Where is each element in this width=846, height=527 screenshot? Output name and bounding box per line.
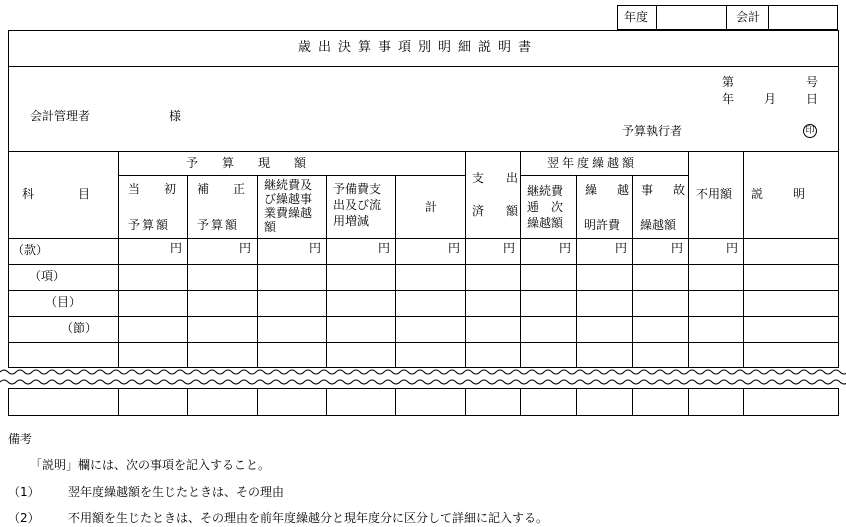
manager-label: 会計管理者 — [30, 109, 91, 123]
col-setsumei: 説 明 — [751, 187, 808, 201]
col-shishutsu-top: 支 出 — [472, 171, 524, 185]
yen-unit: 円 — [448, 241, 461, 255]
col-keizoku-4: 額 — [264, 220, 277, 234]
col-kurikoshi-top: 繰 越 — [585, 183, 634, 197]
date-hi: 日 — [806, 92, 819, 106]
notes-heading: 備考 — [8, 432, 33, 446]
col-keizoku-2: び繰越事 — [264, 192, 313, 206]
col-touso-top: 当 初 — [128, 182, 183, 196]
col-yokunendo: 翌年度繰越額 — [547, 156, 638, 170]
row-kou: （項） — [29, 269, 66, 283]
col-yobi-1: 予備費支 — [333, 182, 382, 196]
row-setsu: （節） — [61, 321, 98, 335]
date-tsuki: 月 — [764, 92, 777, 106]
col-hosei-top: 補 正 — [197, 182, 252, 196]
yen-unit: 円 — [615, 241, 628, 255]
yen-unit: 円 — [726, 241, 739, 255]
col-jiko-top: 事 故 — [641, 183, 690, 197]
seal-mark: 印 — [803, 124, 817, 138]
yen-unit: 円 — [503, 241, 516, 255]
yen-unit: 円 — [239, 241, 252, 255]
col-yosan-gengaku: 予 算 現 額 — [186, 156, 307, 170]
notes-item-number: （1） — [8, 485, 40, 499]
col-keizoku2-1: 継続費 — [527, 184, 564, 198]
col-jiko-bottom: 繰越額 — [640, 218, 677, 232]
date-nen: 年 — [722, 92, 735, 106]
col-kamoku: 科 目 — [22, 187, 93, 201]
col-hosei-bottom: 予算額 — [197, 218, 240, 232]
col-keizoku-1: 継続費及 — [264, 178, 313, 192]
page-title: 歳出決算事項別明細説明書 — [298, 40, 539, 55]
col-fuyo: 不用額 — [696, 187, 733, 201]
executor-label: 予算執行者 — [622, 124, 683, 138]
notes-line: 「説明」欄には、次の事項を記入すること。 — [30, 458, 271, 472]
col-yobi-3: 用増減 — [333, 214, 370, 228]
row-moku: （目） — [45, 295, 82, 309]
yen-unit: 円 — [309, 241, 322, 255]
yen-unit: 円 — [671, 241, 684, 255]
notes-item: 翌年度繰越額を生じたときは、その理由 — [68, 485, 285, 499]
yen-unit: 円 — [559, 241, 572, 255]
break-wave — [0, 367, 846, 389]
col-kei: 計 — [425, 200, 438, 214]
row-kan: （款） — [12, 243, 49, 257]
col-shishutsu-bottom: 済 額 — [472, 204, 524, 218]
number-dai: 第 — [722, 75, 735, 89]
number-go: 号 — [806, 75, 819, 89]
account-label: 会計 — [736, 10, 761, 24]
col-kurikoshi-bottom: 明許費 — [584, 218, 621, 232]
notes-item: 不用額を生じたときは、その理由を前年度繰越分と現年度分に区分して詳細に記入する。 — [68, 511, 549, 525]
header-section — [8, 66, 839, 152]
col-touso-bottom: 予算額 — [128, 218, 171, 232]
yen-unit: 円 — [170, 241, 183, 255]
col-keizoku2-2: 逓 次 — [527, 200, 564, 214]
col-keizoku-3: 業費繰越 — [264, 206, 313, 220]
notes-item-number: （2） — [8, 511, 40, 525]
year-label: 年度 — [624, 10, 649, 24]
yen-unit: 円 — [378, 241, 391, 255]
col-yobi-2: 出及び流 — [333, 198, 382, 212]
sama-label: 様 — [169, 109, 182, 123]
col-keizoku2-3: 繰越額 — [527, 216, 564, 230]
main-table-bottom — [8, 388, 839, 416]
